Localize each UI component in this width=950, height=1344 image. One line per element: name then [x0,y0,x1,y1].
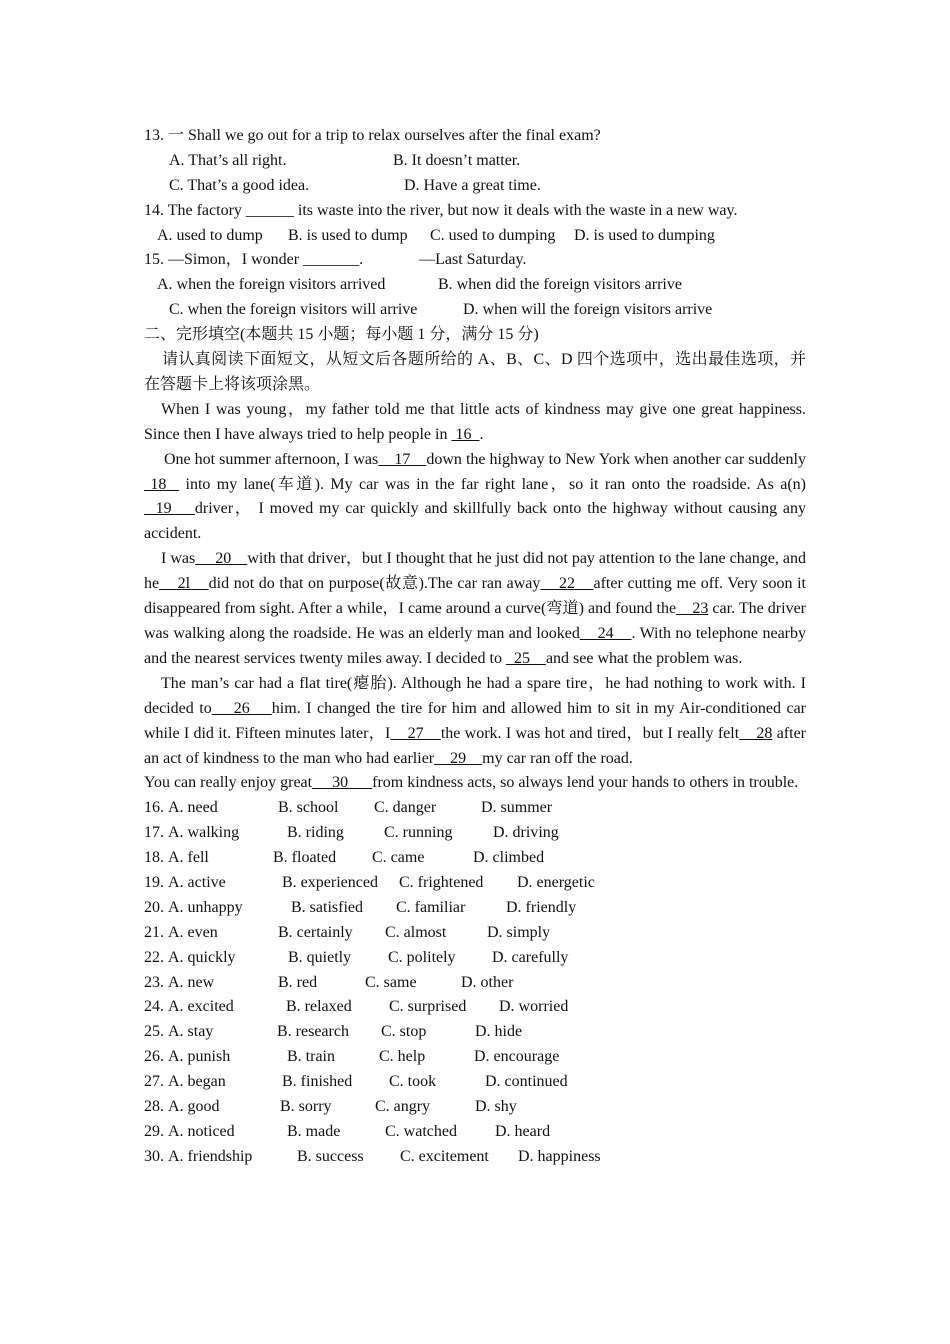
blank-21: 2l [159,575,209,593]
option-number: 18. [144,849,164,867]
option-b: B. research [277,1023,349,1041]
option-a: A. good [168,1098,220,1116]
option-c: C. stop [381,1023,427,1041]
option-d: D. friendly [506,898,577,916]
option-b: B. red [278,973,318,991]
option-row-18 [144,846,806,871]
option-d: D. happiness [518,1147,601,1165]
option-c: C. watched [385,1122,457,1140]
question-13-options-row-1 [144,149,806,174]
question-14-options-row-1 [144,224,806,249]
option-c: C. running [384,824,453,842]
question-15-options-row-2 [144,298,806,323]
blank-18: 18 [144,475,180,493]
option-c: C. same [365,973,417,991]
passage-paragraph-2: One hot summer afternoon, I was 17 down the highway to New York when another car suddenly 18 into my lane(车道). My car was in the far right lane，so it ran onto the roadside. As a(n) 19 driver， I moved my car quickly and skillfully back onto the highway without causing any accident. [144,450,807,543]
option-d: D. other [461,973,514,991]
question-15-options-row-1 [144,273,806,298]
option-d: D. encourage [474,1048,560,1066]
option-c: C. danger [374,799,437,817]
option-b: B. finished [282,1073,353,1091]
blank-23: 23 [676,600,709,618]
question-14-stem: 14. The factory ______ its waste into the river, but now it deals with the waste in a new way. [144,201,738,219]
option-b: B. certainly [278,923,353,941]
question-13-stem: 13. 一 Shall we go out for a trip to relax ourselves after the final exam? [144,127,601,144]
option-c: C. surprised [389,998,467,1016]
option-a: A. walking [168,824,240,842]
option-b: B. satisfied [291,898,363,916]
option-c: C. used to dumping [430,226,556,244]
option-a: A. unhappy [168,898,243,916]
blank-20: 20 [195,550,248,568]
option-c: C. excitement [400,1147,489,1165]
option-a: A. new [168,973,215,991]
option-b: B. success [297,1147,364,1165]
option-c: C. help [379,1048,426,1066]
option-number: 20. [144,898,164,916]
option-a: A. friendship [168,1147,253,1165]
option-a: A. punish [168,1048,231,1066]
option-a: A. noticed [168,1122,235,1140]
option-row-17 [144,821,806,846]
option-b: B. school [278,799,339,817]
blank-16: 16 [451,425,480,443]
blank-30: 30 [312,774,373,792]
option-c: C. almost [385,923,447,941]
option-d: D. when will the foreign visitors arrive [463,301,713,319]
passage-paragraph-5: You can really enjoy great 30 from kindness acts, so always lend your hands to others in trouble. [144,774,799,792]
option-d: D. continued [485,1073,568,1091]
option-number: 17. [144,824,164,842]
blank-25: 25 [505,649,546,667]
option-d: D. climbed [473,849,545,867]
option-a: A. began [168,1073,226,1091]
option-number: 19. [144,874,164,891]
option-d: D. is used to dumping [574,226,715,244]
option-a: A. even [168,923,218,941]
option-d: D. simply [487,923,551,941]
section-heading: 二、完形填空(本题共 15 小题；每小题 1 分，满分 15 分) [144,326,539,344]
passage-paragraph-4: The man’s car had a flat tire(瘪胎). Although he had a spare tire，he had nothing to work with. I decided to 26 him. I changed the tire for him and allowed him to sit in my Air-conditioned car while I did it. Fifteen minutes later，I 27 the work. I was hot and tired，but I really felt 28 after an act of kindness to the man who had earlier 29 my car ran off the road. [144,674,806,767]
option-a: A. used to dump [157,226,263,244]
option-c: C. politely [388,948,456,966]
option-a: A. stay [168,1023,214,1041]
option-row-20 [144,896,806,921]
option-number: 23. [144,973,164,991]
option-row-19 [144,871,806,896]
blank-19: 19 [144,500,195,518]
option-row-23 [144,971,806,996]
exam-page [144,124,806,1170]
option-c: C. angry [375,1098,431,1116]
option-a: A. fell [168,849,209,867]
option-row-30 [144,1145,806,1170]
option-row-26 [144,1045,806,1070]
option-row-29 [144,1120,806,1145]
blank-28: 28 [739,724,773,742]
option-d: D. hide [475,1023,523,1041]
question-15-stem: 15. —Simon，I wonder _______. —Last Saturday. [144,251,527,269]
option-d: D. driving [493,824,559,842]
option-c: C. came [372,849,425,867]
option-a: A. need [168,799,218,817]
option-number: 22. [144,948,164,966]
option-number: 16. [144,799,164,817]
blank-29: 29 [434,749,483,767]
blank-24: 24 [579,624,632,642]
passage-paragraph-1: When I was young，my father told me that little acts of kindness may give one great happiness. Since then I have always tried to help people in 16 . [144,400,806,443]
option-c: C. took [389,1073,437,1091]
option-d: D. energetic [517,874,595,891]
option-b: B. sorry [280,1098,332,1116]
option-row-28 [144,1095,806,1120]
option-row-21 [144,921,806,946]
option-number: 29. [144,1122,164,1140]
option-c: C. That’s a good idea. [169,176,310,194]
option-b: B. quietly [288,948,352,966]
option-b: B. experienced [282,874,378,891]
passage-paragraph-3: I was 20 with that driver，but I thought that he just did not pay attention to the lane change, and he 2l did not do that on purpose(故意).The car ran away 22 after cutting me off. Very soon it disappeared from sight. After a while，I came around a curve(弯道) and found the 23 car. The driver was walking along the roadside. He was an elderly man and looked 24 . With no telephone nearby and the nearest services twenty miles away. I decided to 25 and see what the problem was. [144,550,807,667]
option-row-24 [144,995,806,1020]
option-number: 27. [144,1073,164,1091]
option-a: A. That’s all right. [169,151,287,169]
option-a: A. excited [168,998,234,1016]
option-number: 26. [144,1048,164,1066]
option-b: B. when did the foreign visitors arrive [438,276,682,294]
option-b: B. is used to dump [288,226,408,244]
option-c: C. when the foreign visitors will arrive [169,301,418,319]
option-d: D. carefully [492,948,569,966]
option-row-16 [144,796,806,821]
option-number: 21. [144,923,164,941]
option-b: B. floated [273,849,337,867]
section-instruction: 请认真阅读下面短文，从短文后各题所给的 A、B、C、D 四个选项中，选出最佳选项，并在答题卡上将该项涂黑。 [144,351,806,393]
option-b: B. riding [287,824,344,842]
blank-26: 26 [211,699,272,717]
option-d: D. Have a great time. [404,176,541,194]
option-a: A. active [168,874,226,891]
option-number: 24. [144,998,164,1016]
option-d: D. worried [499,998,569,1016]
option-number: 28. [144,1098,164,1116]
option-number: 25. [144,1023,164,1041]
option-c: C. frightened [399,874,484,891]
blank-27: 27 [390,724,441,742]
option-number: 30. [144,1147,164,1165]
blank-17: 17 [378,450,427,468]
option-a: A. quickly [168,948,236,966]
option-b: B. It doesn’t matter. [393,151,521,169]
option-b: B. made [287,1122,341,1140]
question-13-options-row-2 [144,174,806,199]
option-row-27 [144,1070,806,1095]
option-c: C. familiar [396,898,466,916]
option-d: D. shy [475,1098,517,1116]
cloze-options-list [144,796,806,1169]
option-b: B. train [287,1048,335,1066]
option-row-25 [144,1020,806,1045]
option-b: B. relaxed [286,998,352,1016]
blank-22: 22 [540,575,594,593]
option-row-22 [144,946,806,971]
option-d: D. summer [481,799,553,817]
option-d: D. heard [495,1122,551,1140]
option-a: A. when the foreign visitors arrived [157,276,386,294]
